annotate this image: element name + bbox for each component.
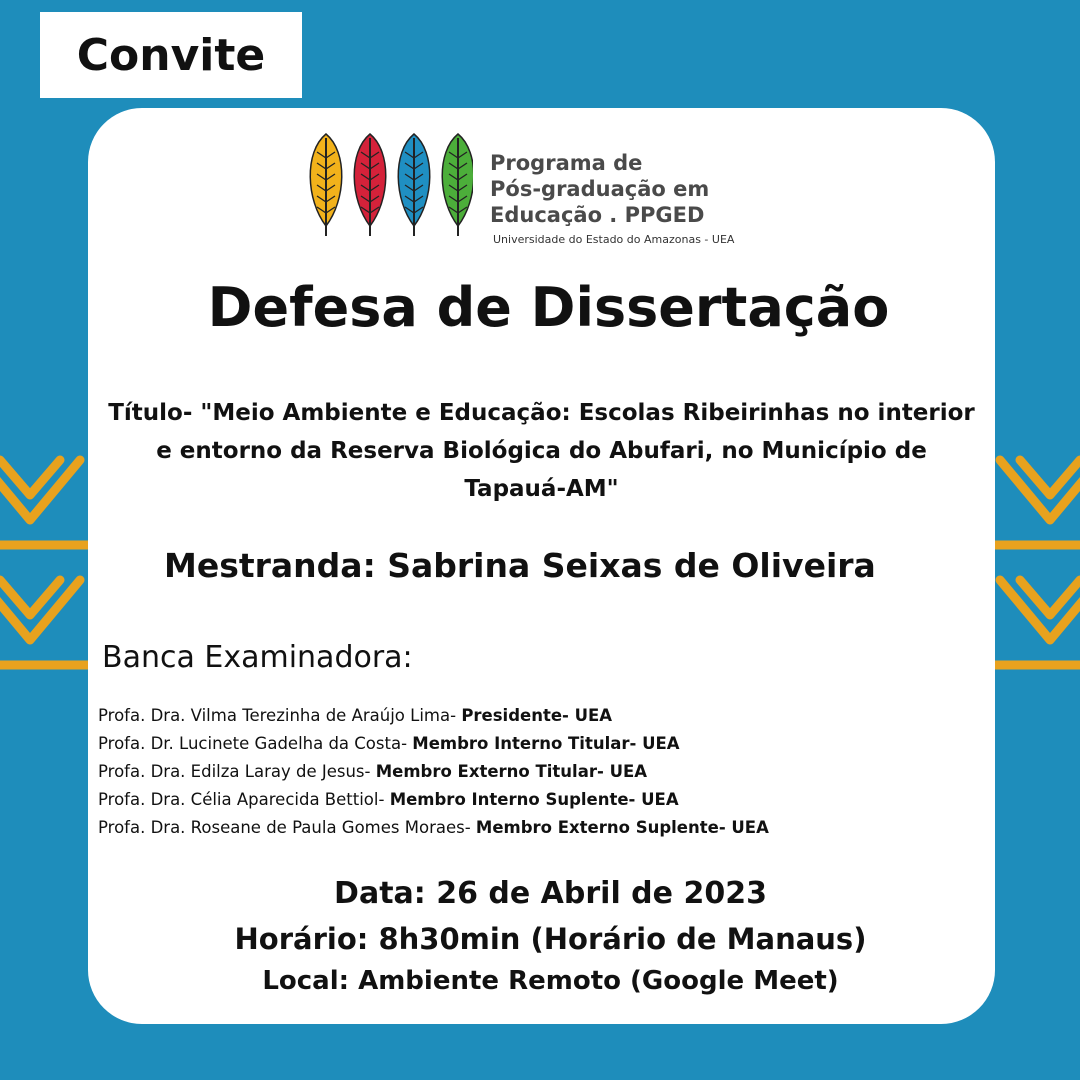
member-role: Presidente- UEA <box>461 706 613 725</box>
logo-subtitle: Universidade do Estado do Amazonas - UEA <box>493 233 735 246</box>
member-name: Profa. Dra. Vilma Terezinha de Araújo Lima- <box>98 706 462 725</box>
invite-label: Convite <box>76 29 266 81</box>
committee-list <box>98 702 769 842</box>
event-location: Local: Ambiente Remoto (Google Meet) <box>262 966 839 996</box>
member-role: Membro Externo Titular- UEA <box>375 762 648 781</box>
invite-label-box <box>40 12 302 98</box>
thesis-title: Título- "Meio Ambiente e Educação: Escolas Ribeirinhas no interior e entorno da Reserva Biológica do Abufari, no Município de Tapauá-AM" <box>108 400 975 502</box>
committee-member <box>98 786 769 814</box>
student-name: Mestranda: Sabrina Seixas de Oliveira <box>164 546 876 585</box>
feather-shape <box>310 134 342 236</box>
member-name: Profa. Dra. Edilza Laray de Jesus- <box>98 762 376 781</box>
invitation-card <box>88 108 995 1024</box>
member-role: Membro Interno Suplente- UEA <box>389 790 679 809</box>
member-name: Profa. Dr. Lucinete Gadelha da Costa- <box>98 734 413 753</box>
logo-line-3: Educação . PPGED <box>490 203 705 227</box>
logo-line-2: Pós-graduação em <box>490 177 710 201</box>
logo-text <box>490 150 790 246</box>
tribal-pattern-left <box>0 450 90 690</box>
committee-heading: Banca Examinadora: <box>102 640 413 675</box>
member-name: Profa. Dra. Roseane de Paula Gomes Moraes- <box>98 818 476 837</box>
feathers-icon <box>308 130 473 240</box>
feather-shape <box>398 134 430 236</box>
logo-line-1: Programa de <box>490 151 643 175</box>
member-name: Profa. Dra. Célia Aparecida Bettiol- <box>98 790 390 809</box>
page-title: Defesa de Dissertação <box>207 276 890 339</box>
committee-member <box>98 702 769 730</box>
feather-shape <box>442 134 473 236</box>
committee-member <box>98 730 769 758</box>
event-time: Horário: 8h30min (Horário de Manaus) <box>234 922 867 956</box>
tribal-pattern-right <box>990 450 1080 690</box>
committee-member <box>98 814 769 842</box>
feather-shape <box>354 134 386 236</box>
committee-member <box>98 758 769 786</box>
event-date: Data: 26 de Abril de 2023 <box>334 876 767 911</box>
member-role: Membro Externo Suplente- UEA <box>475 818 769 837</box>
member-role: Membro Interno Titular- UEA <box>412 734 680 753</box>
